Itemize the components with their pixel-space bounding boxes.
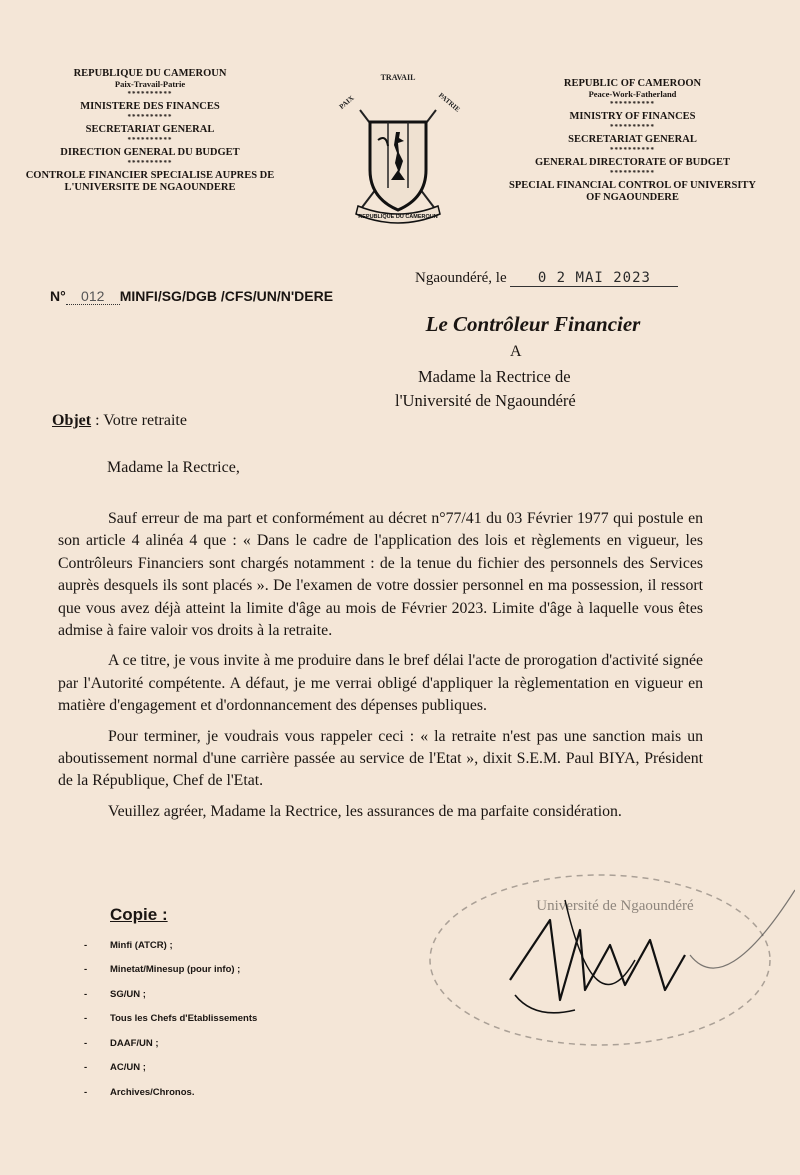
service-en-line2: OF NGAOUNDERE: [586, 192, 679, 204]
separator-stars: **********: [127, 159, 173, 168]
bullet: -: [84, 1062, 88, 1074]
list-item: [84, 1080, 257, 1105]
motto-en: Peace-Work-Fatherland: [588, 89, 677, 100]
list-item: [84, 958, 257, 983]
separator-stars: **********: [610, 145, 655, 154]
copy-recipient: SG/UN ;: [110, 988, 146, 1000]
emblem-ribbon-text: REPUBLIQUE DU CAMEROUN: [358, 214, 438, 220]
bullet: -: [84, 1013, 88, 1025]
paragraph-request: A ce titre, je vous invite à me produire dans le bref délai l'acte de prorogation d'activité signée par l'Autorité compétente. A défaut, je me verrai obligé d'appliquer la règlementation en vigueur en matière d'engagement et d'ordonnancement des dépenses publiques.: [58, 652, 703, 715]
list-item: [84, 982, 257, 1007]
subject-separator: :: [91, 412, 104, 429]
recipient-line1: Madame la Rectrice de: [418, 367, 571, 386]
subject-line: [52, 412, 187, 430]
ministry-en: MINISTRY OF FINANCES: [569, 110, 696, 122]
coat-of-arms-icon: [318, 70, 478, 230]
sender-title: Le Contrôleur Financier: [425, 312, 641, 336]
country-name-fr: REPUBLIQUE DU CAMEROUN: [73, 68, 227, 79]
separator-stars: **********: [127, 89, 173, 98]
paragraph-legal-basis: Sauf erreur de ma part et conformément au décret n°77/41 du 03 Février 1977 qui postule en son article 4 alinéa 4 que : « Dans le cadre de l'application des lois et règlements en vigueur, les Contrôleurs Financiers sont chargés notamment : de la tenue du fichier des personnels des Services auprès desquels ils sont placés ». De l'examen de votre dossier personnel en ma possession, il ressort que vous avez déjà atteint la limite d'âge au mois de Février 2023. Limite d'âge à laquelle vous êtes admise à faire valoir vos droits à la retraite.: [58, 510, 703, 640]
service-fr-line1: CONTROLE FINANCIER SPECIALISE AUPRES DE: [25, 170, 275, 182]
list-item: [84, 1007, 257, 1032]
letterhead-left: [10, 68, 290, 194]
motto-fr: Paix-Travail-Patrie: [114, 79, 186, 90]
reference-handwritten-number: 012: [66, 288, 120, 305]
bullet: -: [84, 964, 88, 976]
copies-list: [84, 933, 257, 1105]
reference-prefix: N°: [50, 288, 66, 304]
copy-recipient: Archives/Chronos.: [110, 1086, 195, 1098]
service-en-line1: SPECIAL FINANCIAL CONTROL OF UNIVERSITY: [509, 180, 756, 192]
ministry-fr: MINISTERE DES FINANCES: [80, 100, 220, 112]
salutation: Madame la Rectrice,: [107, 459, 240, 476]
bullet: -: [84, 939, 88, 951]
list-item: [84, 933, 257, 958]
list-item: [84, 1056, 257, 1081]
direction-fr: DIRECTION GENERAL DU BUDGET: [60, 146, 240, 158]
service-fr-line2: L'UNIVERSITE DE NGAOUNDERE: [64, 182, 236, 194]
secretariat-en: SECRETARIAT GENERAL: [568, 133, 697, 145]
subject-text: Votre retraite: [103, 412, 187, 429]
separator-stars: **********: [610, 169, 655, 178]
stamp-text: Université de Ngaoundéré: [536, 898, 694, 914]
emblem-motto-left: PAIX: [337, 94, 356, 111]
copy-recipient: Tous les Chefs d'Etablissements: [110, 1013, 258, 1025]
letter-body: [58, 508, 703, 831]
secretariat-fr: SECRETARIAT GENERAL: [85, 123, 215, 135]
recipient-prefix: A: [510, 343, 522, 360]
date-place: Ngaoundéré, le: [415, 270, 507, 286]
date-line: [415, 270, 678, 287]
emblem-motto-top: TRAVAIL: [380, 73, 416, 82]
directorate-en: GENERAL DIRECTORATE OF BUDGET: [535, 156, 730, 168]
bullet: -: [84, 988, 88, 1000]
paragraph-closing: Veuillez agréer, Madame la Rectrice, les assurances de ma parfaite considération.: [108, 802, 622, 820]
reference-suffix: MINFI/SG/DGB /CFS/UN/N'DERE: [119, 288, 334, 304]
reference-number: [50, 288, 333, 305]
copy-recipient: Minetat/Minesup (pour info) ;: [110, 964, 241, 976]
signature-stamp-icon: [335, 860, 795, 1090]
bullet: -: [84, 1086, 88, 1098]
country-name-en: REPUBLIC OF CAMEROON: [563, 78, 702, 89]
copy-recipient: Minfi (ATCR) ;: [110, 939, 173, 951]
copy-recipient: AC/UN ;: [110, 1062, 146, 1074]
bullet: -: [84, 1037, 88, 1049]
separator-stars: **********: [610, 122, 655, 131]
paragraph-quote: Pour terminer, je voudrais vous rappeler ceci : « la retraite n'est pas une sanction mais un aboutissement normal d'une carrière passée au service de l'Etat », dixit S.E.M. Paul BIYA, Président de la République, Chef de l'Etat.: [58, 727, 703, 790]
letterhead-right: [490, 78, 775, 204]
copy-recipient: DAAF/UN ;: [110, 1037, 159, 1049]
date-stamp: 0 2 MAI 2023: [510, 270, 678, 287]
copies-title: Copie :: [110, 905, 168, 924]
separator-stars: **********: [127, 112, 173, 121]
subject-label: Objet: [52, 412, 92, 429]
emblem-motto-right: PATRIE: [436, 91, 462, 114]
separator-stars: **********: [127, 135, 173, 144]
separator-stars: **********: [610, 99, 655, 108]
list-item: [84, 1031, 257, 1056]
recipient-line2: l'Université de Ngaoundéré: [395, 391, 576, 410]
